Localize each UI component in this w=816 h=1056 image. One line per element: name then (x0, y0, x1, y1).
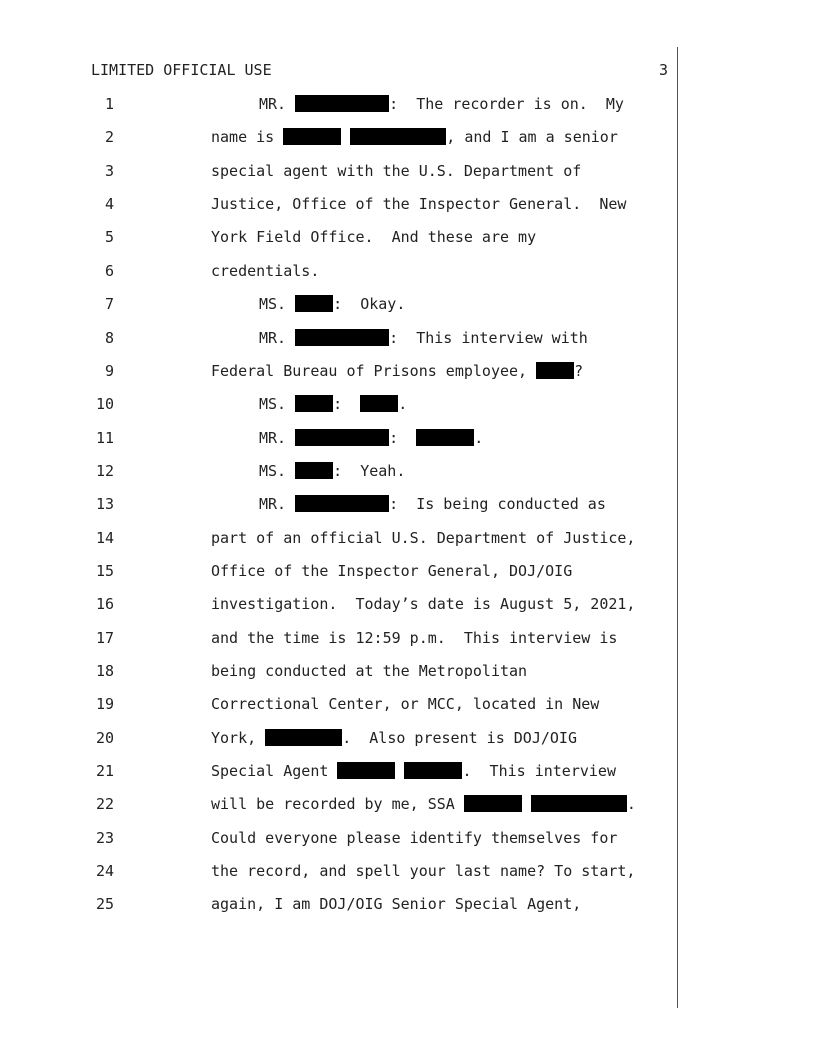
line-number: 24 (95, 862, 114, 881)
right-margin-rule (677, 47, 678, 1008)
line-number: 7 (104, 295, 114, 314)
redaction-box (295, 495, 389, 512)
redaction-box (295, 329, 389, 346)
transcript-line (0, 428, 677, 448)
text-segment (341, 128, 350, 146)
line-number: 15 (95, 561, 114, 580)
redaction-box (337, 762, 395, 779)
redaction-box (536, 362, 574, 379)
line-number: 21 (95, 762, 114, 780)
transcript-line (0, 828, 677, 848)
transcript-line (0, 227, 677, 247)
text-segment: Justice, Office of the Inspector General. New (211, 195, 627, 214)
text-segment: MR. (259, 495, 296, 514)
redaction-box (464, 795, 522, 812)
transcript-line (0, 794, 677, 814)
text-segment: : Okay. (333, 295, 406, 314)
transcript-line (0, 127, 677, 147)
text-segment: and the time is 12:59 p.m. This interview is (211, 628, 618, 647)
redaction-box (295, 462, 333, 479)
transcript-line (0, 894, 677, 914)
transcript-line (0, 261, 677, 281)
text-segment: part of an official U.S. Department of Justice, (211, 528, 636, 547)
line-number: 1 (104, 95, 114, 113)
redaction-box (265, 729, 342, 746)
text-segment: . (474, 428, 484, 447)
text-segment: . This interview (462, 762, 616, 780)
transcript-line (0, 494, 677, 514)
text-segment: . (398, 395, 408, 414)
transcript-line (0, 528, 677, 548)
line-text (211, 694, 599, 714)
page-number: 3 (659, 61, 669, 79)
transcript-line (0, 561, 677, 581)
transcript-line (0, 328, 677, 348)
line-number: 4 (104, 195, 114, 214)
transcript-line (0, 661, 677, 681)
redaction-box (295, 95, 389, 112)
text-segment: , and I am a senior (446, 128, 618, 147)
text-segment: Office of the Inspector General, DOJ/OIG (211, 561, 573, 580)
text-segment: . (626, 795, 636, 814)
line-text (259, 294, 405, 314)
transcript-line (0, 294, 677, 314)
line-number: 19 (95, 695, 114, 714)
text-segment: Federal Bureau of Prisons employee, (211, 361, 537, 380)
line-number: 8 (104, 328, 114, 347)
transcript-line (0, 761, 677, 781)
line-number: 2 (104, 128, 114, 147)
text-segment: again, I am DOJ/OIG Senior Special Agent, (211, 895, 582, 914)
text-segment: credentials. (211, 261, 320, 280)
line-text (211, 361, 583, 381)
line-text (211, 861, 635, 881)
line-number: 18 (95, 662, 114, 680)
text-segment: : (389, 428, 417, 447)
transcript-line (0, 594, 677, 614)
text-segment: : This interview with (389, 328, 588, 347)
text-segment: MR. (259, 428, 296, 447)
line-number: 9 (104, 361, 114, 380)
text-segment: the record, and spell your last name? To start, (211, 862, 636, 881)
line-number: 16 (95, 595, 114, 614)
line-number: 23 (95, 828, 114, 847)
line-text (211, 127, 618, 147)
text-segment: . Also present is DOJ/OIG (342, 728, 577, 747)
line-number: 14 (95, 528, 114, 547)
transcript-line (0, 461, 677, 481)
line-text (211, 528, 635, 548)
text-segment: Correctional Center, or MCC, located in New (211, 695, 600, 714)
line-text (259, 461, 405, 481)
line-text (259, 428, 483, 448)
redaction-box (283, 128, 341, 145)
redaction-box (350, 128, 446, 145)
text-segment: : The recorder is on. My (389, 95, 624, 113)
classification-header: LIMITED OFFICIAL USE (91, 61, 272, 79)
text-segment (522, 795, 531, 813)
transcript-line (0, 94, 677, 114)
text-segment: Special Agent (211, 762, 338, 780)
line-number: 5 (104, 228, 114, 247)
line-text (211, 728, 577, 748)
text-segment: investigation. Today’s date is August 5, 2021, (211, 595, 636, 614)
line-number: 13 (95, 495, 114, 514)
text-segment: MR. (259, 95, 296, 113)
transcript-line (0, 628, 677, 648)
line-number: 25 (95, 895, 114, 914)
text-segment: : Is being conducted as (389, 495, 606, 514)
redaction-box (404, 762, 462, 779)
transcript-line (0, 861, 677, 881)
line-number: 11 (95, 428, 114, 447)
line-text (211, 628, 617, 648)
text-segment: MR. (259, 328, 296, 347)
line-number: 10 (95, 395, 114, 414)
line-number: 20 (95, 728, 114, 747)
text-segment: York Field Office. And these are my (211, 228, 537, 247)
text-segment: ? (574, 361, 584, 380)
redaction-box (360, 395, 398, 412)
line-text (259, 94, 624, 114)
text-segment: will be recorded by me, SSA (211, 795, 464, 814)
line-text (211, 261, 319, 281)
text-segment: name is (211, 128, 284, 147)
text-segment: MS. (259, 395, 296, 414)
line-text (211, 661, 527, 681)
text-segment: MS. (259, 461, 296, 480)
line-number: 22 (95, 795, 114, 814)
text-segment: MS. (259, 295, 296, 314)
transcript-line (0, 361, 677, 381)
text-segment: : (333, 395, 361, 414)
transcript-line (0, 194, 677, 214)
text-segment: being conducted at the Metropolitan (211, 662, 528, 680)
line-text (211, 161, 581, 181)
line-text (211, 194, 626, 214)
transcript-line (0, 394, 677, 414)
line-text (211, 828, 617, 848)
line-text (211, 894, 581, 914)
line-number: 3 (104, 161, 114, 180)
redaction-box (531, 795, 627, 812)
redaction-box (295, 429, 389, 446)
line-text (211, 794, 636, 814)
line-text (211, 761, 616, 781)
transcript-line (0, 694, 677, 714)
line-text (259, 328, 588, 348)
redaction-box (295, 395, 333, 412)
transcript-line (0, 161, 677, 181)
line-text (211, 561, 572, 581)
line-number: 6 (104, 261, 114, 280)
text-segment: Could everyone please identify themselves for (211, 828, 618, 847)
line-number: 17 (95, 628, 114, 647)
line-text (259, 494, 606, 514)
line-text (211, 594, 635, 614)
text-segment: : Yeah. (333, 461, 406, 480)
line-text (259, 394, 407, 414)
redaction-box (416, 429, 474, 446)
text-segment: special agent with the U.S. Department of (211, 161, 582, 180)
text-segment (395, 762, 404, 780)
transcript-line (0, 728, 677, 748)
line-number: 12 (95, 461, 114, 480)
redaction-box (295, 295, 333, 312)
line-text (211, 227, 536, 247)
text-segment: York, (211, 728, 266, 747)
